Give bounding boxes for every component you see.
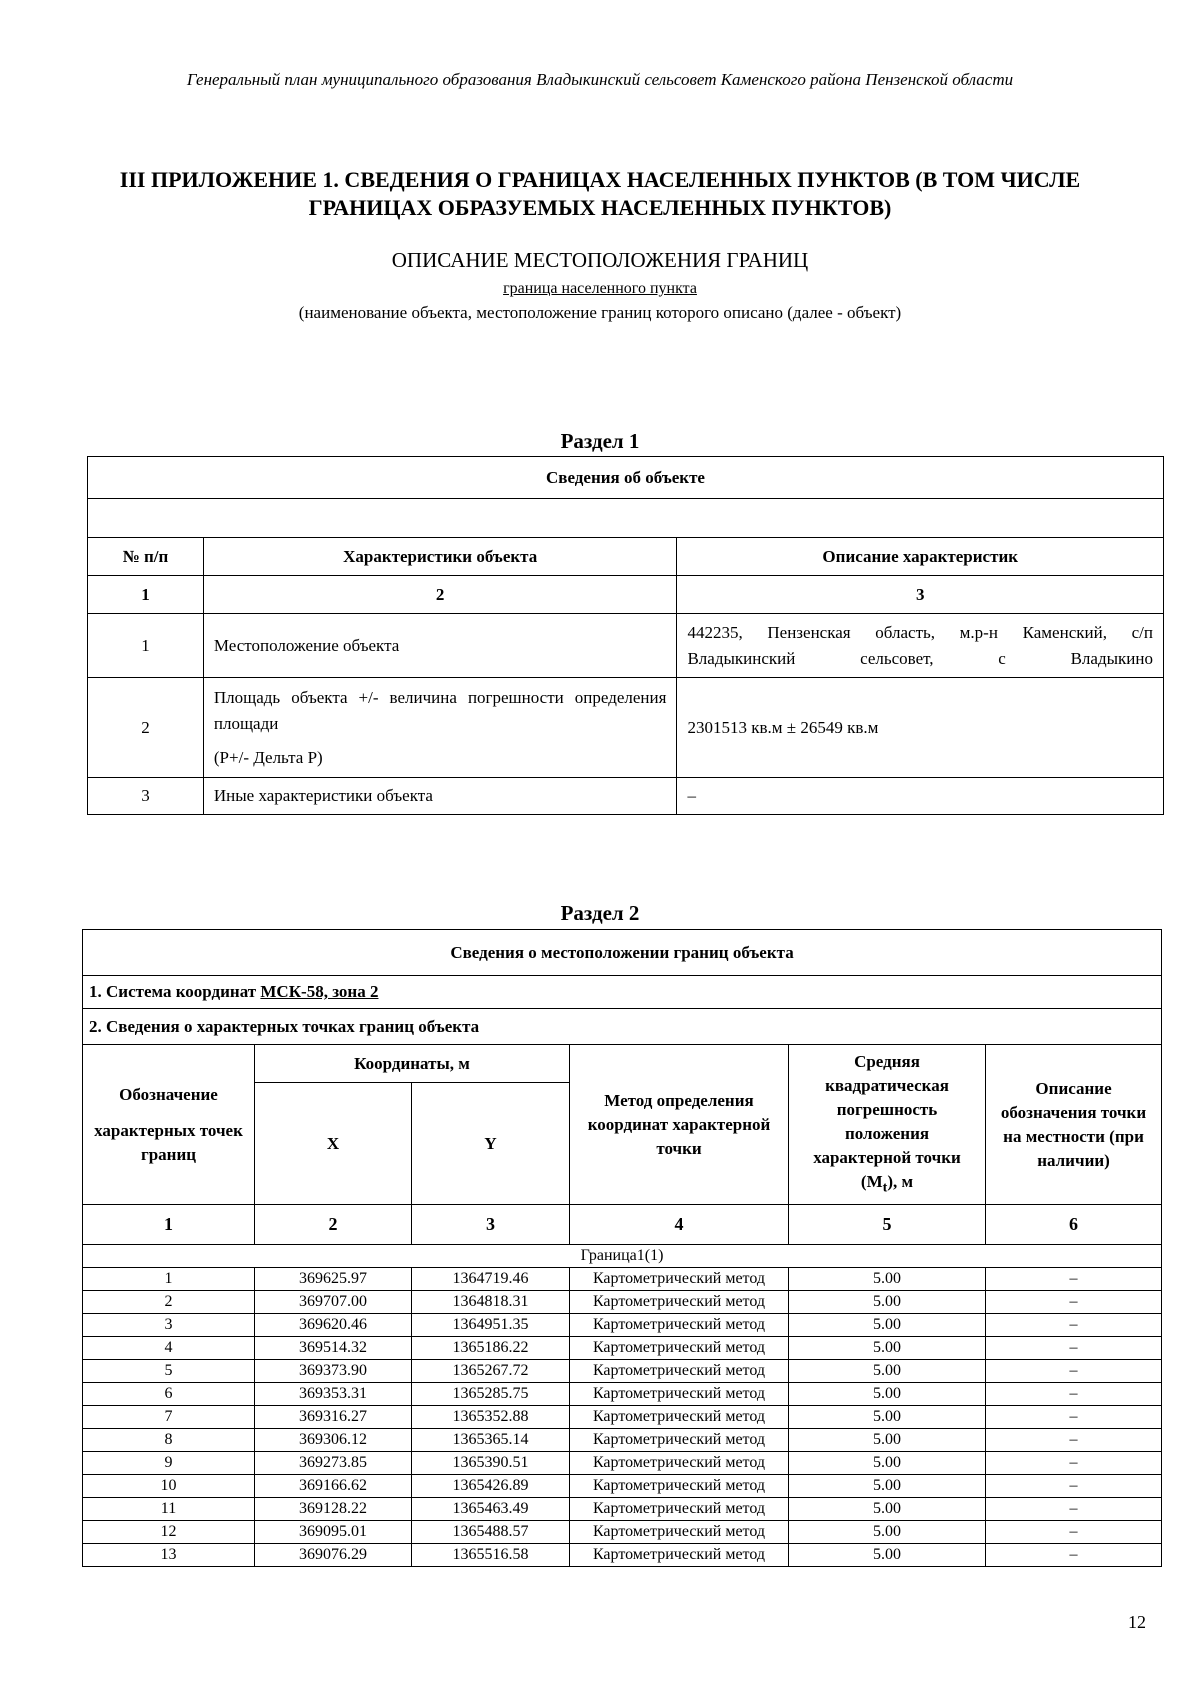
column-number: 5 bbox=[789, 1205, 986, 1245]
point-header-line1: Обозначение bbox=[119, 1084, 218, 1104]
table-row bbox=[83, 1521, 1162, 1544]
coordinate-system bbox=[83, 976, 1162, 1009]
point-description: – bbox=[986, 1383, 1162, 1406]
method: Картометрический метод bbox=[570, 1521, 789, 1544]
column-header-error bbox=[789, 1045, 986, 1205]
column-number: 3 bbox=[412, 1205, 570, 1245]
document-subtitle: ОПИСАНИЕ МЕСТОПОЛОЖЕНИЯ ГРАНИЦ bbox=[391, 248, 809, 272]
point-id: 2 bbox=[83, 1291, 255, 1314]
characteristic-name: Иные характеристики объекта bbox=[203, 778, 677, 815]
boundary-points-table bbox=[82, 929, 1162, 1567]
point-id: 8 bbox=[83, 1429, 255, 1452]
column-header-method: Метод определения координат характерной точки bbox=[570, 1045, 789, 1205]
column-number: 1 bbox=[83, 1205, 255, 1245]
x-coordinate: 369316.27 bbox=[255, 1406, 412, 1429]
point-id: 9 bbox=[83, 1452, 255, 1475]
column-number: 6 bbox=[986, 1205, 1162, 1245]
x-coordinate: 369306.12 bbox=[255, 1429, 412, 1452]
point-id: 7 bbox=[83, 1406, 255, 1429]
point-description: – bbox=[986, 1291, 1162, 1314]
x-coordinate: 369273.85 bbox=[255, 1452, 412, 1475]
table-row bbox=[83, 1268, 1162, 1291]
error-value: 5.00 bbox=[789, 1429, 986, 1452]
method: Картометрический метод bbox=[570, 1268, 789, 1291]
point-id: 3 bbox=[83, 1314, 255, 1337]
y-coordinate: 1365426.89 bbox=[412, 1475, 570, 1498]
characteristic-description: – bbox=[677, 778, 1164, 815]
table-header: Сведения об объекте bbox=[88, 457, 1164, 499]
y-coordinate: 1364951.35 bbox=[412, 1314, 570, 1337]
table-row bbox=[83, 1452, 1162, 1475]
section-2-title: Раздел 2 bbox=[560, 901, 640, 925]
error-value: 5.00 bbox=[789, 1498, 986, 1521]
method: Картометрический метод bbox=[570, 1498, 789, 1521]
object-name: граница населенного пункта bbox=[503, 280, 697, 297]
table-row bbox=[83, 1475, 1162, 1498]
y-coordinate: 1365352.88 bbox=[412, 1406, 570, 1429]
point-description: – bbox=[986, 1452, 1162, 1475]
characteristic-description: 2301513 кв.м ± 26549 кв.м bbox=[677, 678, 1164, 778]
column-header: Описание характеристик bbox=[677, 538, 1164, 576]
area-label: Площадь объекта +/- величина погрешности определения площади bbox=[213, 687, 667, 733]
y-coordinate: 1365186.22 bbox=[412, 1337, 570, 1360]
y-coordinate: 1365488.57 bbox=[412, 1521, 570, 1544]
characteristic-name: Местоположение объекта bbox=[203, 614, 677, 678]
y-coordinate: 1365365.14 bbox=[412, 1429, 570, 1452]
column-number: 2 bbox=[255, 1205, 412, 1245]
section-1-title: Раздел 1 bbox=[560, 429, 640, 453]
point-id: 5 bbox=[83, 1360, 255, 1383]
point-id: 6 bbox=[83, 1383, 255, 1406]
method: Картометрический метод bbox=[570, 1360, 789, 1383]
error-value: 5.00 bbox=[789, 1314, 986, 1337]
y-coordinate: 1364719.46 bbox=[412, 1268, 570, 1291]
x-coordinate: 369373.90 bbox=[255, 1360, 412, 1383]
point-description: – bbox=[986, 1314, 1162, 1337]
column-header-point bbox=[83, 1045, 255, 1205]
error-value: 5.00 bbox=[789, 1360, 986, 1383]
row-number: 3 bbox=[88, 778, 204, 815]
error-header-unit: ), м bbox=[887, 1171, 914, 1191]
column-number: 3 bbox=[677, 576, 1164, 614]
x-coordinate: 369625.97 bbox=[255, 1268, 412, 1291]
y-coordinate: 1365285.75 bbox=[412, 1383, 570, 1406]
x-coordinate: 369166.62 bbox=[255, 1475, 412, 1498]
x-coordinate: 369076.29 bbox=[255, 1544, 412, 1567]
x-coordinate: 369514.32 bbox=[255, 1337, 412, 1360]
point-id: 1 bbox=[83, 1268, 255, 1291]
row-number: 1 bbox=[88, 614, 204, 678]
method: Картометрический метод bbox=[570, 1383, 789, 1406]
table-row bbox=[83, 1291, 1162, 1314]
error-value: 5.00 bbox=[789, 1475, 986, 1498]
point-id: 13 bbox=[83, 1544, 255, 1567]
column-header-x: X bbox=[255, 1083, 412, 1205]
column-header-description: Описание обозначения точки на местности (при наличии) bbox=[986, 1045, 1162, 1205]
page-title: III ПРИЛОЖЕНИЕ 1. СВЕДЕНИЯ О ГРАНИЦАХ НАСЕЛЕННЫХ ПУНКТОВ (В ТОМ ЧИСЛЕ ГРАНИЦАХ ОБРАЗУЕМЫХ НАСЕЛЕННЫХ ПУНКТОВ) bbox=[119, 167, 1081, 220]
row-number: 2 bbox=[88, 678, 204, 778]
method: Картометрический метод bbox=[570, 1337, 789, 1360]
table-row bbox=[83, 1360, 1162, 1383]
object-info-table bbox=[87, 456, 1164, 815]
column-header-coordinates: Координаты, м bbox=[255, 1045, 570, 1083]
empty-row bbox=[88, 499, 1164, 538]
column-number: 1 bbox=[88, 576, 204, 614]
point-description: – bbox=[986, 1544, 1162, 1567]
method: Картометрический метод bbox=[570, 1475, 789, 1498]
x-coordinate: 369707.00 bbox=[255, 1291, 412, 1314]
y-coordinate: 1365390.51 bbox=[412, 1452, 570, 1475]
point-description: – bbox=[986, 1498, 1162, 1521]
error-value: 5.00 bbox=[789, 1383, 986, 1406]
method: Картометрический метод bbox=[570, 1406, 789, 1429]
table-row bbox=[83, 1498, 1162, 1521]
method: Картометрический метод bbox=[570, 1429, 789, 1452]
y-coordinate: 1365463.49 bbox=[412, 1498, 570, 1521]
point-description: – bbox=[986, 1429, 1162, 1452]
table-row bbox=[83, 1383, 1162, 1406]
x-coordinate: 369128.22 bbox=[255, 1498, 412, 1521]
coordinate-system-value: МСК-58, зона 2 bbox=[260, 982, 379, 1001]
table-row bbox=[83, 1429, 1162, 1452]
error-value: 5.00 bbox=[789, 1521, 986, 1544]
error-value: 5.00 bbox=[789, 1452, 986, 1475]
coordinate-system-label: 1. Система координат bbox=[89, 982, 261, 1001]
characteristic-name bbox=[203, 678, 677, 778]
error-header-subscript: t bbox=[882, 1179, 888, 1196]
page-number: 12 bbox=[1128, 1612, 1146, 1632]
error-value: 5.00 bbox=[789, 1406, 986, 1429]
column-number: 2 bbox=[203, 576, 677, 614]
error-value: 5.00 bbox=[789, 1268, 986, 1291]
table-row bbox=[83, 1544, 1162, 1567]
points-body bbox=[83, 1268, 1162, 1567]
method: Картометрический метод bbox=[570, 1314, 789, 1337]
method: Картометрический метод bbox=[570, 1291, 789, 1314]
point-description: – bbox=[986, 1406, 1162, 1429]
x-coordinate: 369353.31 bbox=[255, 1383, 412, 1406]
column-number: 4 bbox=[570, 1205, 789, 1245]
column-header: № п/п bbox=[88, 538, 204, 576]
error-value: 5.00 bbox=[789, 1544, 986, 1567]
x-coordinate: 369095.01 bbox=[255, 1521, 412, 1544]
point-description: – bbox=[986, 1337, 1162, 1360]
method: Картометрический метод bbox=[570, 1544, 789, 1567]
points-section-label: 2. Сведения о характерных точках границ объекта bbox=[83, 1009, 1162, 1045]
table-row bbox=[83, 1337, 1162, 1360]
error-value: 5.00 bbox=[789, 1337, 986, 1360]
area-formula: (Р+/- Дельта Р) bbox=[213, 747, 323, 767]
point-description: – bbox=[986, 1521, 1162, 1544]
table-row bbox=[83, 1314, 1162, 1337]
point-description: – bbox=[986, 1268, 1162, 1291]
error-header-text: Средняя квадратическая погрешность положения характерной точки (M bbox=[813, 1051, 961, 1191]
column-header: Характеристики объекта bbox=[203, 538, 677, 576]
y-coordinate: 1365516.58 bbox=[412, 1544, 570, 1567]
point-header-line2: характерных точек границ bbox=[94, 1120, 243, 1164]
method: Картометрический метод bbox=[570, 1452, 789, 1475]
point-description: – bbox=[986, 1475, 1162, 1498]
error-value: 5.00 bbox=[789, 1291, 986, 1314]
point-id: 4 bbox=[83, 1337, 255, 1360]
point-id: 10 bbox=[83, 1475, 255, 1498]
column-header-y: Y bbox=[412, 1083, 570, 1205]
location-value: 442235, Пензенская область, м.р-н Каменский, с/п Владыкинский сельсовет, с Владыкино bbox=[687, 622, 1153, 668]
characteristic-description bbox=[677, 614, 1164, 678]
y-coordinate: 1364818.31 bbox=[412, 1291, 570, 1314]
point-description: – bbox=[986, 1360, 1162, 1383]
point-id: 11 bbox=[83, 1498, 255, 1521]
x-coordinate: 369620.46 bbox=[255, 1314, 412, 1337]
object-caption: (наименование объекта, местоположение границ которого описано (далее - объект) bbox=[298, 303, 902, 322]
table-header: Сведения о местоположении границ объекта bbox=[83, 930, 1162, 976]
point-id: 12 bbox=[83, 1521, 255, 1544]
page-header: Генеральный план муниципального образования Владыкинский сельсовет Каменского района Пензенской области bbox=[186, 70, 1014, 89]
table-row bbox=[83, 1406, 1162, 1429]
y-coordinate: 1365267.72 bbox=[412, 1360, 570, 1383]
boundary-group-label: Граница1(1) bbox=[83, 1245, 1162, 1268]
